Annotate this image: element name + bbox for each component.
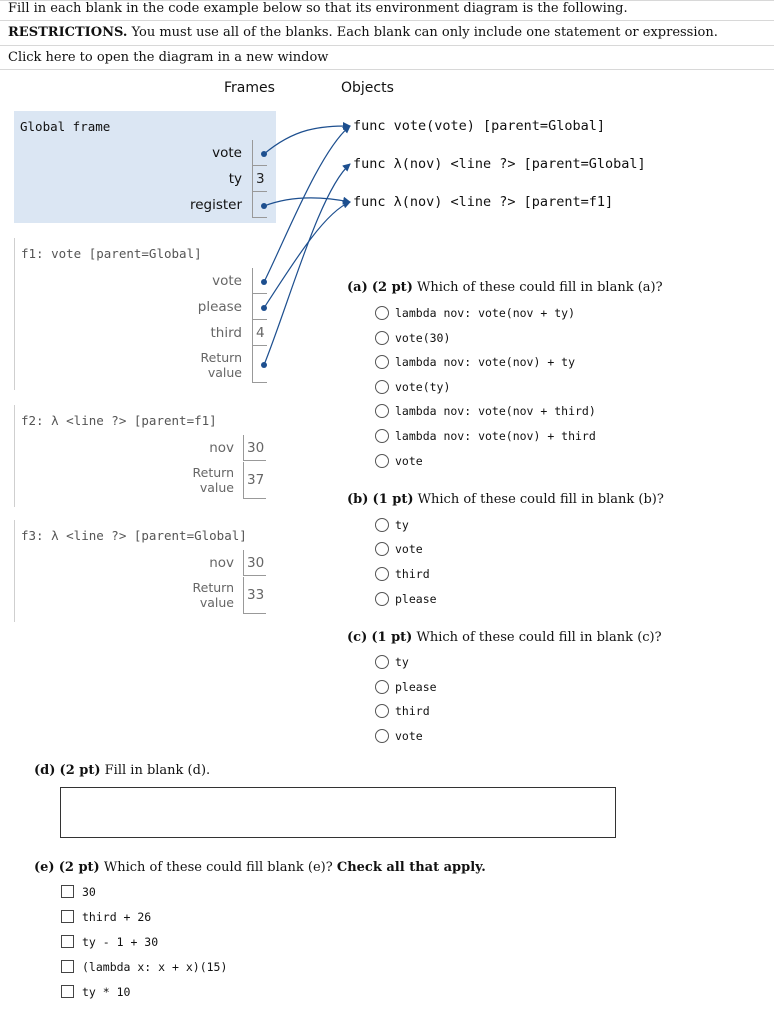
- global-var-ty: ty: [228, 171, 242, 187]
- option-b-1: ty: [395, 518, 409, 532]
- option-a-4: vote(ty): [395, 380, 451, 394]
- checkbox-e-3[interactable]: [61, 935, 74, 948]
- arrow-global-register: [264, 198, 350, 206]
- radio-c-2[interactable]: [375, 680, 389, 694]
- object-func-vote: func vote(vote) [parent=Global]: [353, 118, 605, 134]
- question-d-text: Fill in blank (d).: [104, 763, 211, 778]
- frames-header: Frames: [224, 80, 275, 96]
- f2-frame-title: f2: λ <line ?> [parent=f1]: [21, 413, 217, 428]
- restrictions-text: You must use all of the blanks. Each blank can only include one statement or expression.: [131, 25, 718, 40]
- option-e-4: (lambda x: x + x)(15): [82, 960, 228, 974]
- radio-c-4[interactable]: [375, 729, 389, 743]
- question-c: [347, 630, 662, 645]
- option-e-2: third + 26: [82, 910, 152, 924]
- f3-nov-value: 30: [247, 555, 265, 571]
- f2-return-value: 37: [247, 472, 265, 488]
- f1-var-third: third: [210, 325, 242, 341]
- blank-d-answer-box[interactable]: [60, 787, 616, 838]
- global-var-vote: vote: [212, 145, 242, 161]
- radio-a-5[interactable]: [375, 404, 389, 418]
- question-a-points: (2 pt): [371, 280, 413, 295]
- f1-frame-title: f1: vote [parent=Global]: [21, 246, 202, 261]
- question-d-points: (2 pt): [59, 763, 101, 778]
- option-a-6: lambda nov: vote(nov) + third: [395, 429, 596, 443]
- question-e-text: Which of these could fill blank (e)?: [103, 860, 333, 875]
- option-a-1: lambda nov: vote(nov + ty): [395, 306, 576, 320]
- option-a-7: vote: [395, 454, 423, 468]
- question-b-text: Which of these could fill in blank (b)?: [417, 492, 664, 507]
- option-e-1: 30: [82, 885, 96, 899]
- open-diagram-link[interactable]: Click here to open the diagram in a new window: [8, 50, 329, 65]
- global-var-register: register: [189, 197, 242, 213]
- question-e-label: (e): [34, 860, 55, 875]
- option-b-4: please: [395, 592, 437, 606]
- radio-b-4[interactable]: [375, 592, 389, 606]
- checkbox-e-2[interactable]: [61, 910, 74, 923]
- object-func-lambda-f1: func λ(nov) <line ?> [parent=f1]: [353, 194, 614, 210]
- radio-a-2[interactable]: [375, 331, 389, 345]
- radio-a-4[interactable]: [375, 380, 389, 394]
- option-a-5: lambda nov: vote(nov + third): [395, 404, 596, 418]
- object-func-lambda-global: func λ(nov) <line ?> [parent=Global]: [353, 156, 646, 172]
- radio-a-7[interactable]: [375, 454, 389, 468]
- f1-var-vote: vote: [212, 273, 242, 289]
- f1-var-please: please: [197, 299, 242, 315]
- global-frame-title: Global frame: [20, 119, 111, 134]
- f1-third-value: 4: [256, 325, 265, 341]
- checkbox-e-4[interactable]: [61, 960, 74, 973]
- question-c-label: (c): [347, 630, 368, 645]
- option-c-3: third: [395, 704, 430, 718]
- f3-return-value: 33: [247, 587, 265, 603]
- option-a-3: lambda nov: vote(nov) + ty: [395, 355, 576, 369]
- question-b: [347, 492, 664, 507]
- question-a-label: (a): [347, 280, 368, 295]
- restrictions-label: RESTRICTIONS.: [8, 25, 128, 40]
- f3-frame-title: f3: λ <line ?> [parent=Global]: [21, 528, 247, 543]
- radio-a-3[interactable]: [375, 355, 389, 369]
- radio-a-1[interactable]: [375, 306, 389, 320]
- option-e-5: ty * 10: [82, 985, 131, 999]
- question-e-points: (2 pt): [58, 860, 100, 875]
- option-c-1: ty: [395, 655, 409, 669]
- question-e: [34, 860, 486, 875]
- objects-header: Objects: [341, 80, 394, 96]
- question-b-label: (b): [347, 492, 369, 507]
- radio-c-1[interactable]: [375, 655, 389, 669]
- option-b-3: third: [395, 567, 430, 581]
- f1-return-label: Return value: [200, 350, 242, 380]
- f2-return-label: Return value: [192, 465, 234, 495]
- radio-b-3[interactable]: [375, 567, 389, 581]
- question-e-emphasis: Check all that apply.: [336, 860, 486, 875]
- question-b-points: (1 pt): [372, 492, 414, 507]
- option-c-4: vote: [395, 729, 423, 743]
- question-d: [34, 763, 210, 778]
- option-e-3: ty - 1 + 30: [82, 935, 159, 949]
- radio-b-2[interactable]: [375, 542, 389, 556]
- global-ty-value: 3: [256, 171, 265, 187]
- radio-b-1[interactable]: [375, 518, 389, 532]
- radio-a-6[interactable]: [375, 429, 389, 443]
- question-a: [347, 280, 663, 295]
- f2-nov-value: 30: [247, 440, 265, 456]
- question-a-text: Which of these could fill in blank (a)?: [416, 280, 663, 295]
- arrow-f1-vote: [264, 126, 350, 282]
- option-a-2: vote(30): [395, 331, 451, 345]
- question-c-text: Which of these could fill in blank (c)?: [416, 630, 662, 645]
- radio-c-3[interactable]: [375, 704, 389, 718]
- f3-var-nov: nov: [209, 555, 234, 571]
- option-c-2: please: [395, 680, 437, 694]
- checkbox-e-1[interactable]: [61, 885, 74, 898]
- f2-var-nov: nov: [209, 440, 234, 456]
- option-b-2: vote: [395, 542, 423, 556]
- question-d-label: (d): [34, 763, 56, 778]
- arrow-f1-return: [264, 164, 350, 365]
- checkbox-e-5[interactable]: [61, 985, 74, 998]
- f3-return-label: Return value: [192, 580, 234, 610]
- intro-text: Fill in each blank in the code example below so that its environment diagram is the following.: [8, 1, 628, 16]
- question-c-points: (1 pt): [371, 630, 413, 645]
